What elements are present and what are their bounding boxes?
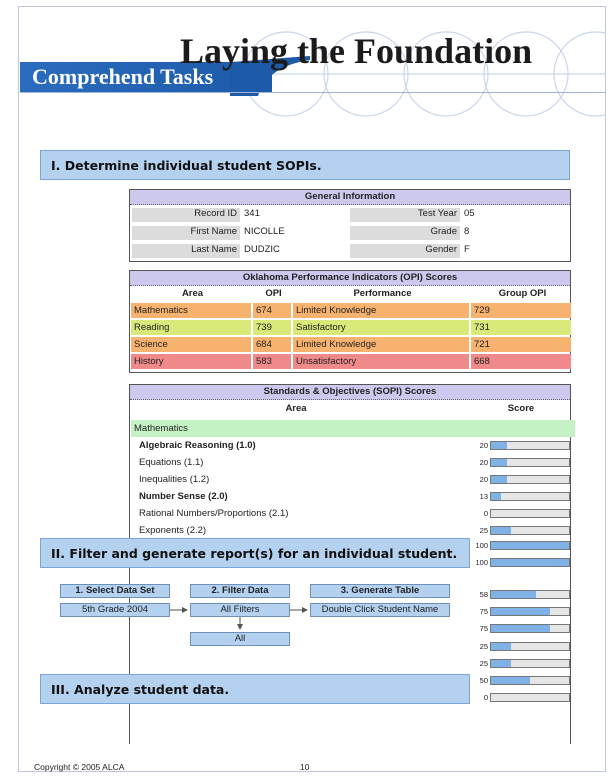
score-bar-track <box>490 642 570 651</box>
score-bar-fill <box>491 608 550 615</box>
opi-cell-opi: 739 <box>253 320 291 335</box>
general-info-value: NICOLLE <box>244 226 285 237</box>
opi-col-group: Group OPI <box>498 288 547 299</box>
score-bar-track <box>490 541 570 550</box>
opi-cell-group: 721 <box>471 337 571 352</box>
score-bar-fill <box>491 591 536 598</box>
general-info-title: General Information <box>130 190 570 205</box>
flow-step-2: 2. Filter Data <box>190 584 290 598</box>
sopi-score-bar <box>130 658 572 669</box>
opi-title: Oklahoma Performance Indicators (OPI) Scores <box>130 271 570 286</box>
score-value: 100 <box>475 558 488 567</box>
score-value: 75 <box>479 607 488 616</box>
sopi-row-text: Number Sense (2.0) <box>139 491 228 502</box>
section-3-heading <box>40 674 470 704</box>
opi-cell-area: Science <box>131 337 251 352</box>
score-bar-track <box>490 509 570 518</box>
sopi-header-row <box>131 400 575 417</box>
opi-col-performance: Performance <box>353 288 412 299</box>
score-value: 20 <box>479 475 488 484</box>
score-bar-fill <box>491 442 507 449</box>
score-bar-fill <box>491 643 511 650</box>
score-bar-track <box>490 526 570 535</box>
score-bar-track <box>490 693 570 702</box>
opi-cell-group: 668 <box>471 354 571 369</box>
sopi-col-area: Area <box>285 403 307 414</box>
general-info-value: F <box>464 244 470 255</box>
copyright: Copyright © 2005 ALCA <box>34 762 125 772</box>
general-info-value: 8 <box>464 226 470 237</box>
score-bar-track <box>490 590 570 599</box>
opi-cell-performance: Unsatisfactory <box>293 354 469 369</box>
score-bar-track <box>490 624 570 633</box>
score-value: 20 <box>479 458 488 467</box>
opi-cell-opi: 583 <box>253 354 291 369</box>
sopi-score-bar <box>130 525 572 536</box>
flow-step-1: 1. Select Data Set <box>60 584 170 598</box>
page-title: Laying the Foundation <box>180 31 533 71</box>
general-info-label: Test Year <box>350 208 460 222</box>
score-value: 25 <box>479 526 488 535</box>
opi-cell-group: 731 <box>471 320 571 335</box>
opi-cell-area: Mathematics <box>131 303 251 318</box>
section-1-heading <box>40 150 570 180</box>
score-value: 58 <box>479 590 488 599</box>
score-bar-track <box>490 492 570 501</box>
sopi-row-text: Inequalities (1.2) <box>139 474 210 485</box>
opi-row <box>131 303 575 319</box>
page-number: 10 <box>300 762 310 772</box>
sopi-score-bar <box>130 440 572 451</box>
sopi-row-text: Rational Numbers/Proportions (2.1) <box>139 508 289 519</box>
opi-cell-performance: Limited Knowledge <box>293 337 469 352</box>
header-rule <box>20 92 606 93</box>
score-bar-fill <box>491 660 511 667</box>
score-bar-track <box>490 441 570 450</box>
sopi-subject-row: Mathematics <box>131 420 575 437</box>
sopi-title: Standards & Objectives (SOPI) Scores <box>130 385 570 400</box>
score-bar-fill <box>491 625 550 632</box>
sub-filter-button[interactable]: All <box>190 632 290 646</box>
opi-cell-opi: 684 <box>253 337 291 352</box>
score-value: 13 <box>479 492 488 501</box>
score-bar-fill <box>491 527 511 534</box>
general-info-value: DUDZIC <box>244 244 280 255</box>
sopi-score-bar <box>130 491 572 502</box>
score-value: 0 <box>483 509 488 518</box>
opi-cell-performance: Satisfactory <box>293 320 469 335</box>
sopi-score-bar <box>130 457 572 468</box>
score-bar-fill <box>491 476 507 483</box>
general-info-panel <box>129 189 571 262</box>
opi-cell-group: 729 <box>471 303 571 318</box>
score-bar-track <box>490 475 570 484</box>
section-2-text: II. Filter and generate report(s) for an individual student. <box>51 545 458 561</box>
opi-cell-area: History <box>131 354 251 369</box>
general-info-value: 341 <box>244 208 260 219</box>
score-value: 100 <box>475 541 488 550</box>
opi-panel <box>129 270 571 373</box>
score-bar-fill <box>491 677 530 684</box>
score-bar-fill <box>491 559 569 566</box>
student-name-button[interactable]: Double Click Student Name <box>310 603 450 617</box>
score-value: 25 <box>479 659 488 668</box>
sopi-row-text: Algebraic Reasoning (1.0) <box>139 440 256 451</box>
opi-row <box>131 354 575 370</box>
filters-button[interactable]: All Filters <box>190 603 290 617</box>
score-value: 0 <box>483 693 488 702</box>
sopi-score-bar <box>130 508 572 519</box>
general-info-value: 05 <box>464 208 475 219</box>
data-set-button[interactable]: 5th Grade 2004 <box>60 603 170 617</box>
opi-cell-area: Reading <box>131 320 251 335</box>
opi-cell-opi: 674 <box>253 303 291 318</box>
opi-row <box>131 320 575 336</box>
score-value: 25 <box>479 642 488 651</box>
score-value: 50 <box>479 676 488 685</box>
sopi-row-text: Exponents (2.2) <box>139 525 207 536</box>
score-value: 20 <box>479 441 488 450</box>
score-bar-track <box>490 458 570 467</box>
general-info-label: First Name <box>132 226 240 240</box>
section-2-heading <box>40 538 470 568</box>
score-bar-fill <box>491 493 501 500</box>
opi-col-opi: OPI <box>265 288 282 299</box>
sopi-col-score: Score <box>507 403 535 414</box>
page-subtitle: Comprehend Tasks <box>32 64 214 89</box>
section-1-text: I. Determine individual student SOPIs. <box>51 157 322 173</box>
flow-step-3: 3. Generate Table <box>310 584 450 598</box>
opi-cell-performance: Limited Knowledge <box>293 303 469 318</box>
general-info-label: Grade <box>350 226 460 240</box>
score-bar-track <box>490 558 570 567</box>
general-info-label: Record ID <box>132 208 240 222</box>
score-bar-fill <box>491 542 569 549</box>
opi-row <box>131 337 575 353</box>
opi-header-row <box>131 286 575 302</box>
score-bar-track <box>490 607 570 616</box>
score-bar-track <box>490 676 570 685</box>
general-info-label: Last Name <box>132 244 240 258</box>
score-value: 75 <box>479 624 488 633</box>
score-bar-fill <box>491 459 507 466</box>
sopi-score-bar <box>130 474 572 485</box>
opi-col-area: Area <box>181 288 204 299</box>
sopi-row-text: Equations (1.1) <box>139 457 204 468</box>
score-bar-track <box>490 659 570 668</box>
general-info-label: Gender <box>350 244 460 258</box>
section-3-text: III. Analyze student data. <box>51 681 230 697</box>
